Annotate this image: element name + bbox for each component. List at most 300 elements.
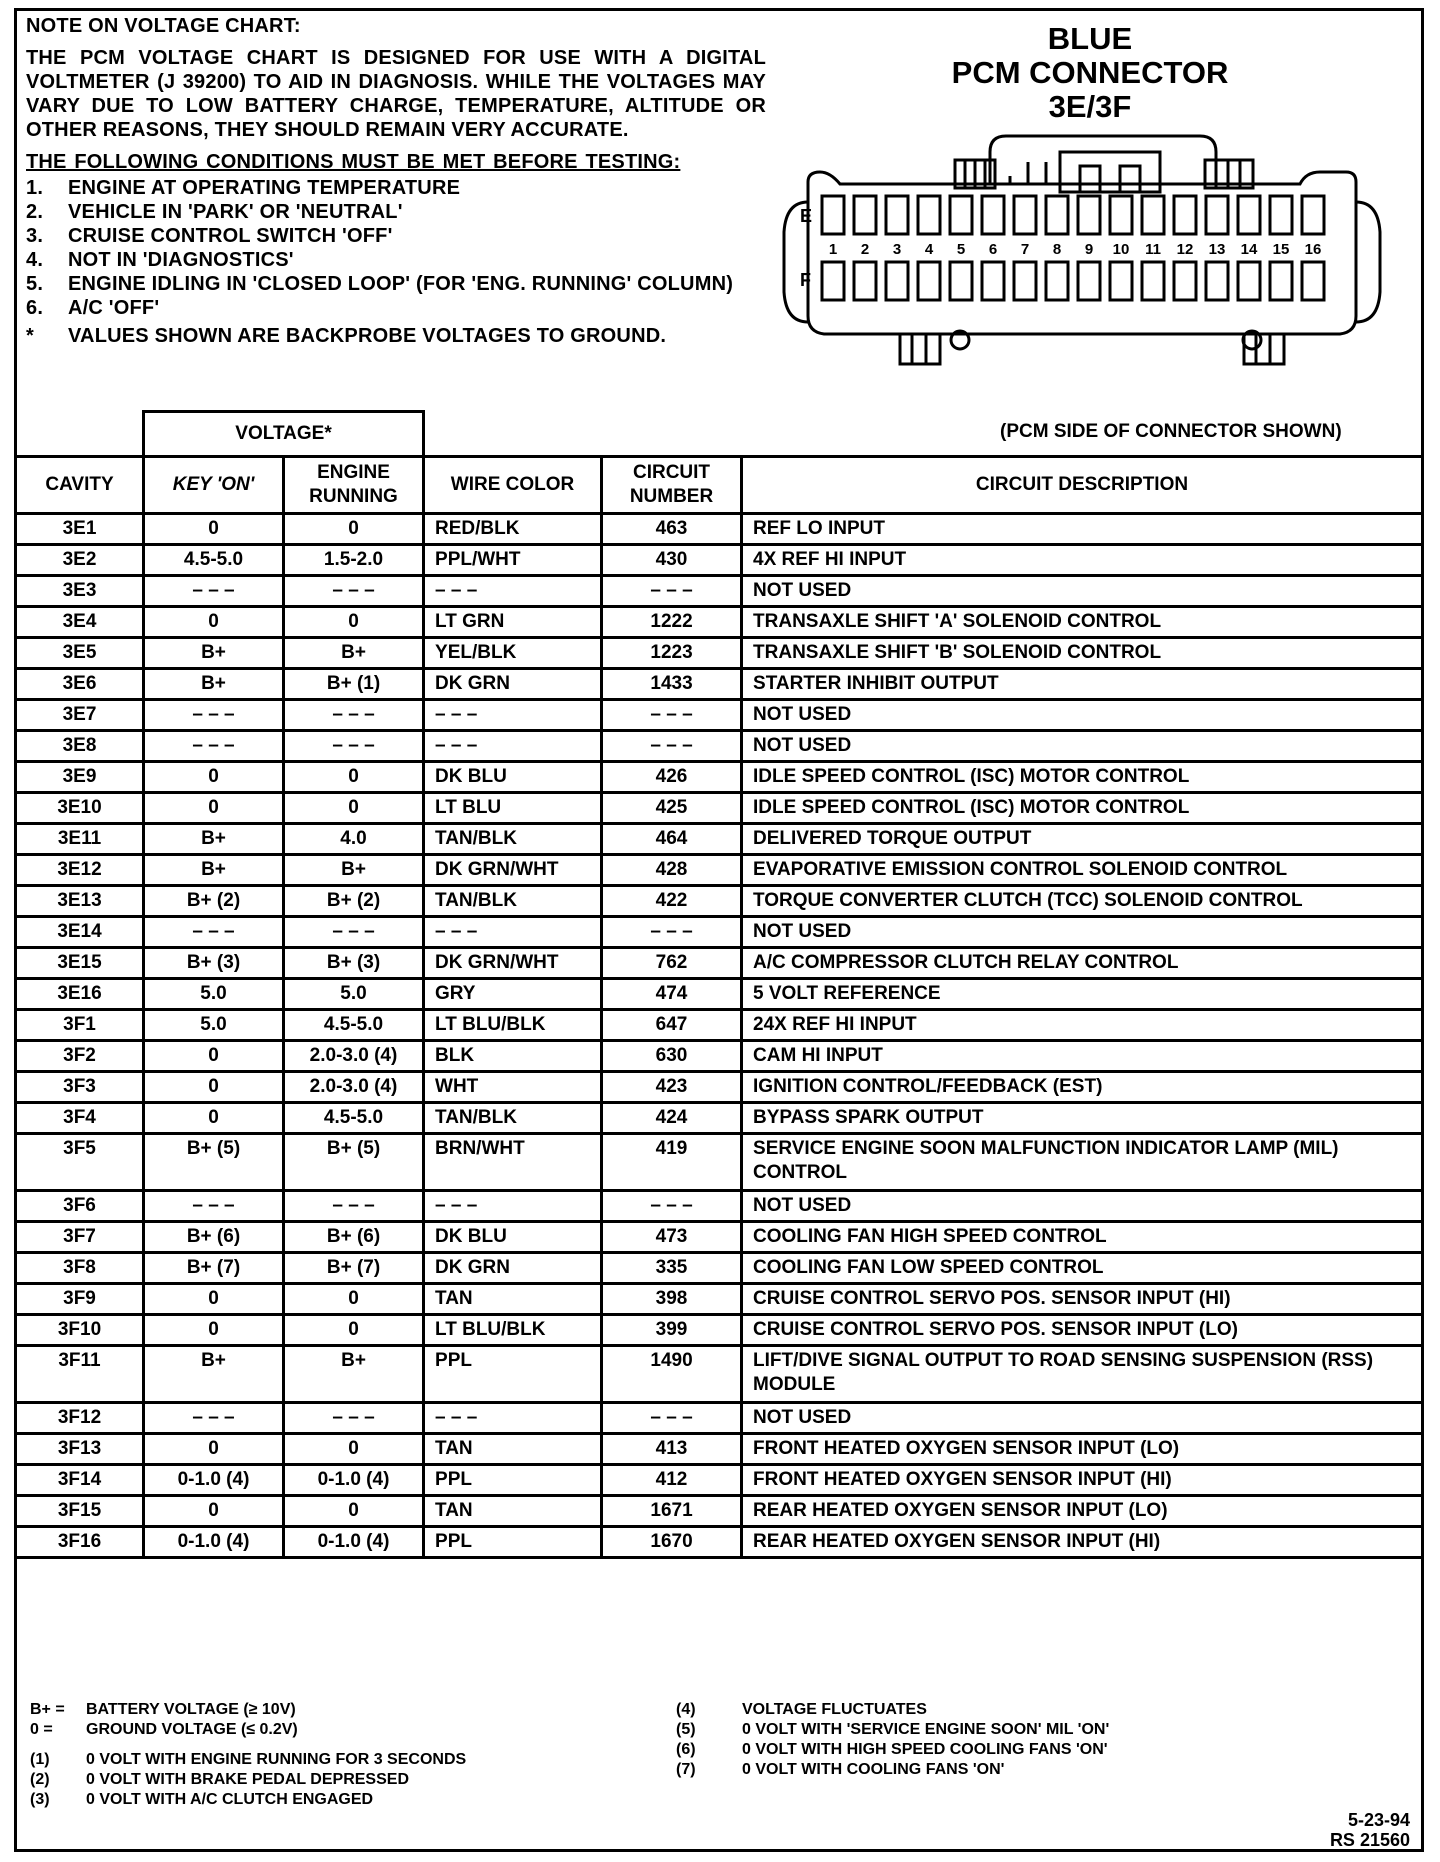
cell-circuit-number: 474 (602, 979, 742, 1010)
cell-circuit-description: FRONT HEATED OXYGEN SENSOR INPUT (LO) (742, 1434, 1423, 1465)
cell-circuit-number: 630 (602, 1041, 742, 1072)
condition-item (26, 296, 766, 320)
legend-key: (3) (30, 1791, 50, 1808)
table-row (16, 607, 1423, 638)
cell-engine-running: B+ (284, 1346, 424, 1403)
cell-engine-running: 0 (284, 762, 424, 793)
condition-text: VEHICLE IN 'PARK' OR 'NEUTRAL' (68, 201, 403, 223)
connector-name: PCM CONNECTOR (951, 55, 1229, 90)
cell-circuit-number: 1223 (602, 638, 742, 669)
cell-cavity: 3F15 (16, 1496, 144, 1527)
conditions-list (26, 176, 766, 348)
cavity-e-12 (1174, 196, 1196, 234)
table-row (16, 855, 1423, 886)
cell-cavity: 3E3 (16, 576, 144, 607)
cell-wire-color: DK GRN (424, 1253, 602, 1284)
cell-engine-running: 4.5-5.0 (284, 1103, 424, 1134)
row-f-label: F (800, 270, 811, 290)
cavity-number: 15 (1272, 241, 1290, 258)
cell-circuit-description: NOT USED (742, 700, 1423, 731)
cell-circuit-description: NOT USED (742, 1191, 1423, 1222)
cell-cavity: 3F16 (16, 1527, 144, 1558)
cell-key-on: – – – (144, 1403, 284, 1434)
cell-circuit-description: IGNITION CONTROL/FEEDBACK (EST) (742, 1072, 1423, 1103)
legend-key: (1) (30, 1751, 50, 1768)
table-row (16, 917, 1423, 948)
note-title: NOTE ON VOLTAGE CHART: (26, 15, 301, 37)
header-wire-color: WIRE COLOR (424, 457, 602, 514)
legend-text: 0 VOLT WITH COOLING FANS 'ON' (742, 1761, 1005, 1778)
cell-key-on: 0 (144, 1072, 284, 1103)
cell-cavity: 3E5 (16, 638, 144, 669)
cell-cavity: 3F11 (16, 1346, 144, 1403)
cell-circuit-description: CAM HI INPUT (742, 1041, 1423, 1072)
cell-engine-running: B+ (7) (284, 1253, 424, 1284)
cavity-number: 1 (828, 241, 838, 258)
cell-wire-color: – – – (424, 576, 602, 607)
cell-key-on: B+ (144, 855, 284, 886)
cell-key-on: 0 (144, 1103, 284, 1134)
cell-cavity: 3F2 (16, 1041, 144, 1072)
cell-circuit-number: – – – (602, 1191, 742, 1222)
cell-cavity: 3F1 (16, 1010, 144, 1041)
cavity-e-2 (854, 196, 876, 234)
cell-cavity: 3E10 (16, 793, 144, 824)
cell-engine-running: 2.0-3.0 (4) (284, 1072, 424, 1103)
cavity-numbers (829, 241, 1322, 258)
cell-wire-color: TAN (424, 1434, 602, 1465)
cavity-number: 8 (1052, 241, 1062, 258)
condition-item (26, 224, 766, 248)
cell-key-on: 5.0 (144, 1010, 284, 1041)
cell-engine-running: B+ (3) (284, 948, 424, 979)
cavity-e-8 (1046, 196, 1068, 234)
cavity-number: 7 (1020, 241, 1030, 258)
legend-key: B+ = (30, 1701, 65, 1718)
table-row (16, 700, 1423, 731)
cell-engine-running: – – – (284, 1403, 424, 1434)
cell-engine-running: 0 (284, 1496, 424, 1527)
cavity-number: 13 (1208, 241, 1226, 258)
cavity-number: 9 (1084, 241, 1094, 258)
cell-circuit-description: NOT USED (742, 917, 1423, 948)
table-row (16, 1072, 1423, 1103)
cavity-f-13 (1206, 262, 1228, 300)
cell-circuit-description: TRANSAXLE SHIFT 'A' SOLENOID CONTROL (742, 607, 1423, 638)
legend-item (30, 1790, 466, 1810)
cell-engine-running: 0 (284, 793, 424, 824)
voltage-group-header: VOLTAGE* (144, 412, 424, 457)
cell-engine-running: B+ (2) (284, 886, 424, 917)
cell-key-on: B+ (6) (144, 1222, 284, 1253)
cell-engine-running: B+ (284, 638, 424, 669)
condition-number: * (26, 325, 34, 347)
pcm-voltage-table (14, 410, 1424, 1559)
table-row (16, 1496, 1423, 1527)
cell-circuit-description: NOT USED (742, 576, 1423, 607)
cell-key-on: 0 (144, 1434, 284, 1465)
cell-circuit-number: 424 (602, 1103, 742, 1134)
cell-circuit-number: 422 (602, 886, 742, 917)
cell-circuit-number: – – – (602, 731, 742, 762)
header-cavity: CAVITY (16, 457, 144, 514)
cell-circuit-number: 426 (602, 762, 742, 793)
cell-cavity: 3E2 (16, 545, 144, 576)
cell-key-on: – – – (144, 917, 284, 948)
table-row (16, 886, 1423, 917)
table-row (16, 638, 1423, 669)
cell-circuit-number: 425 (602, 793, 742, 824)
table-row (16, 1253, 1423, 1284)
cell-wire-color: PPL (424, 1346, 602, 1403)
conditions-heading: THE FOLLOWING CONDITIONS MUST BE MET BEFORE TESTING: (26, 151, 681, 173)
legend-item (30, 1700, 466, 1720)
cell-wire-color: – – – (424, 1191, 602, 1222)
table-row (16, 731, 1423, 762)
cell-circuit-description: REAR HEATED OXYGEN SENSOR INPUT (HI) (742, 1527, 1423, 1558)
cell-wire-color: LT BLU/BLK (424, 1315, 602, 1346)
voltage-chart-note (26, 14, 766, 348)
cell-engine-running: 4.0 (284, 824, 424, 855)
cell-key-on: 4.5-5.0 (144, 545, 284, 576)
cavity-e-13 (1206, 196, 1228, 234)
cell-wire-color: TAN/BLK (424, 886, 602, 917)
cavity-number: 3 (892, 241, 902, 258)
cell-circuit-number: 473 (602, 1222, 742, 1253)
cell-cavity: 3E12 (16, 855, 144, 886)
cell-circuit-description: TORQUE CONVERTER CLUTCH (TCC) SOLENOID CONTROL (742, 886, 1423, 917)
cavity-e-4 (918, 196, 940, 234)
cell-circuit-description: TRANSAXLE SHIFT 'B' SOLENOID CONTROL (742, 638, 1423, 669)
legend-text: VOLTAGE FLUCTUATES (742, 1701, 927, 1718)
cell-engine-running: 5.0 (284, 979, 424, 1010)
cell-circuit-description: DELIVERED TORQUE OUTPUT (742, 824, 1423, 855)
condition-text: ENGINE AT OPERATING TEMPERATURE (68, 177, 461, 199)
cell-wire-color: LT BLU (424, 793, 602, 824)
cell-cavity: 3F5 (16, 1134, 144, 1191)
connector-caption: (PCM SIDE OF CONNECTOR SHOWN) (1000, 421, 1342, 442)
cavity-f-4 (918, 262, 940, 300)
table-row (16, 1527, 1423, 1558)
condition-text: CRUISE CONTROL SWITCH 'OFF' (68, 225, 393, 247)
cell-wire-color: DK GRN/WHT (424, 948, 602, 979)
cell-circuit-number: 762 (602, 948, 742, 979)
cell-cavity: 3E8 (16, 731, 144, 762)
cell-engine-running: 0-1.0 (4) (284, 1465, 424, 1496)
cell-circuit-description: SERVICE ENGINE SOON MALFUNCTION INDICATOR LAMP (MIL) CONTROL (742, 1134, 1423, 1191)
row-e-label: E (800, 206, 813, 226)
cavity-e-9 (1078, 196, 1100, 234)
table-row (16, 1222, 1423, 1253)
cell-circuit-number: – – – (602, 917, 742, 948)
cavity-e-3 (886, 196, 908, 234)
cell-circuit-number: 399 (602, 1315, 742, 1346)
cell-circuit-description: IDLE SPEED CONTROL (ISC) MOTOR CONTROL (742, 793, 1423, 824)
cavity-e-5 (950, 196, 972, 234)
cell-wire-color: LT GRN (424, 607, 602, 638)
cell-circuit-number: 1670 (602, 1527, 742, 1558)
cell-wire-color: PPL (424, 1527, 602, 1558)
legend-text: 0 VOLT WITH HIGH SPEED COOLING FANS 'ON' (742, 1741, 1108, 1758)
cavity-f-14 (1238, 262, 1260, 300)
table-row (16, 514, 1423, 545)
cavity-number: 2 (860, 241, 870, 258)
table-row (16, 793, 1423, 824)
condition-number: 1. (26, 177, 44, 199)
table-row (16, 545, 1423, 576)
header-circuit-number: CIRCUIT NUMBER (602, 457, 742, 514)
cell-key-on: – – – (144, 700, 284, 731)
cavity-f-10 (1110, 262, 1132, 300)
cavity-f-2 (854, 262, 876, 300)
cell-cavity: 3E9 (16, 762, 144, 793)
cell-wire-color: BRN/WHT (424, 1134, 602, 1191)
table-row (16, 576, 1423, 607)
cell-key-on: 0 (144, 793, 284, 824)
cell-circuit-number: 335 (602, 1253, 742, 1284)
cell-key-on: B+ (5) (144, 1134, 284, 1191)
table-row (16, 669, 1423, 700)
cell-engine-running: – – – (284, 576, 424, 607)
cell-cavity: 3E7 (16, 700, 144, 731)
cell-circuit-number: 1671 (602, 1496, 742, 1527)
table-body (16, 514, 1423, 1558)
cell-cavity: 3F6 (16, 1191, 144, 1222)
condition-number: 2. (26, 201, 44, 223)
header-engine-running: ENGINE RUNNING (284, 457, 424, 514)
cell-circuit-description: A/C COMPRESSOR CLUTCH RELAY CONTROL (742, 948, 1423, 979)
cell-key-on: 0 (144, 1041, 284, 1072)
cell-circuit-number: – – – (602, 576, 742, 607)
cell-circuit-description: REAR HEATED OXYGEN SENSOR INPUT (LO) (742, 1496, 1423, 1527)
legend-item (30, 1720, 466, 1740)
cell-circuit-number: 428 (602, 855, 742, 886)
cell-circuit-description: EVAPORATIVE EMISSION CONTROL SOLENOID CONTROL (742, 855, 1423, 886)
cavity-e-11 (1142, 196, 1164, 234)
table-row (16, 1284, 1423, 1315)
cell-circuit-description: LIFT/DIVE SIGNAL OUTPUT TO ROAD SENSING SUSPENSION (RSS) MODULE (742, 1346, 1423, 1403)
cell-circuit-description: STARTER INHIBIT OUTPUT (742, 669, 1423, 700)
cell-cavity: 3F3 (16, 1072, 144, 1103)
cavity-f-9 (1078, 262, 1100, 300)
cell-circuit-description: COOLING FAN LOW SPEED CONTROL (742, 1253, 1423, 1284)
cavity-number: 12 (1176, 241, 1194, 258)
cell-circuit-description: BYPASS SPARK OUTPUT (742, 1103, 1423, 1134)
cell-engine-running: B+ (5) (284, 1134, 424, 1191)
cell-circuit-number: 647 (602, 1010, 742, 1041)
cell-circuit-description: IDLE SPEED CONTROL (ISC) MOTOR CONTROL (742, 762, 1423, 793)
cell-cavity: 3E16 (16, 979, 144, 1010)
cell-circuit-number: 1433 (602, 669, 742, 700)
cell-circuit-number: – – – (602, 1403, 742, 1434)
cell-key-on: B+ (144, 824, 284, 855)
cavity-f-15 (1270, 262, 1292, 300)
cell-wire-color: TAN/BLK (424, 824, 602, 855)
cell-cavity: 3F8 (16, 1253, 144, 1284)
cavity-e-15 (1270, 196, 1292, 234)
blank-cell (16, 412, 144, 457)
cell-wire-color: BLK (424, 1041, 602, 1072)
condition-item (26, 248, 766, 272)
cell-cavity: 3E1 (16, 514, 144, 545)
cell-key-on: 0 (144, 762, 284, 793)
cell-cavity: 3F12 (16, 1403, 144, 1434)
cell-key-on: – – – (144, 576, 284, 607)
cell-key-on: 0 (144, 1315, 284, 1346)
cell-key-on: B+ (2) (144, 886, 284, 917)
cavity-number: 14 (1240, 241, 1258, 258)
cell-circuit-number: 430 (602, 545, 742, 576)
cell-circuit-number: 398 (602, 1284, 742, 1315)
cell-key-on: B+ (144, 669, 284, 700)
cell-key-on: B+ (7) (144, 1253, 284, 1284)
cell-cavity: 3F13 (16, 1434, 144, 1465)
cell-wire-color: LT BLU/BLK (424, 1010, 602, 1041)
header-circuit-description: CIRCUIT DESCRIPTION (742, 457, 1423, 514)
legend-key: (2) (30, 1771, 50, 1788)
connector-color: BLUE (1047, 21, 1133, 56)
legend-text: BATTERY VOLTAGE (≥ 10V) (86, 1701, 296, 1718)
connector-id: 3E/3F (1048, 89, 1132, 124)
cell-key-on: B+ (144, 638, 284, 669)
cavity-f-6 (982, 262, 1004, 300)
legend-item (676, 1760, 1109, 1780)
cell-wire-color: DK GRN (424, 669, 602, 700)
cavity-number: 4 (924, 241, 934, 258)
cavity-e-6 (982, 196, 1004, 234)
cell-cavity: 3F4 (16, 1103, 144, 1134)
cavity-f-3 (886, 262, 908, 300)
cavity-number: 6 (988, 241, 998, 258)
legend-right (676, 1700, 1109, 1780)
document-id (1330, 1810, 1410, 1850)
cell-cavity: 3E6 (16, 669, 144, 700)
cell-wire-color: – – – (424, 700, 602, 731)
cell-key-on: 0-1.0 (4) (144, 1527, 284, 1558)
table-row (16, 1403, 1423, 1434)
cavity-f-12 (1174, 262, 1196, 300)
cell-engine-running: 0 (284, 514, 424, 545)
cell-engine-running: B+ (6) (284, 1222, 424, 1253)
legend-item (676, 1700, 1109, 1720)
cell-wire-color: – – – (424, 731, 602, 762)
cell-wire-color: PPL/WHT (424, 545, 602, 576)
blank-cell (424, 412, 1423, 457)
row-f-cavities (822, 262, 1324, 300)
cell-circuit-number: 412 (602, 1465, 742, 1496)
legend-key: 0 = (30, 1721, 53, 1738)
legend-left (30, 1700, 466, 1810)
note-paragraph: THE PCM VOLTAGE CHART IS DESIGNED FOR USE WITH A DIGITAL VOLTMETER (J 39200) TO AID IN DIAGNOSIS. WHILE THE VOLTAGES MAY VARY DUE TO LOW BATTERY CHARGE, TEMPERATURE, ALTITUDE OR OTHER REASONS, THEY SHOULD REMAIN VERY ACCURATE. (26, 47, 766, 141)
cell-key-on: 0 (144, 514, 284, 545)
table-row (16, 1465, 1423, 1496)
legend-key: (5) (676, 1721, 696, 1738)
cell-circuit-description: 24X REF HI INPUT (742, 1010, 1423, 1041)
cell-circuit-number: 413 (602, 1434, 742, 1465)
condition-item (26, 176, 766, 200)
cell-cavity: 3E11 (16, 824, 144, 855)
table-row (16, 1315, 1423, 1346)
cell-engine-running: 0 (284, 1434, 424, 1465)
legend-item (676, 1740, 1109, 1760)
cell-wire-color: WHT (424, 1072, 602, 1103)
cell-circuit-number: – – – (602, 700, 742, 731)
cell-engine-running: – – – (284, 700, 424, 731)
document-date: 5-23-94 (1347, 1810, 1410, 1830)
connector-title (920, 22, 1260, 124)
cell-engine-running: – – – (284, 917, 424, 948)
cell-cavity: 3E14 (16, 917, 144, 948)
document-ref: RS 21560 (1329, 1830, 1410, 1850)
cell-wire-color: PPL (424, 1465, 602, 1496)
cell-circuit-description: REF LO INPUT (742, 514, 1423, 545)
cell-circuit-description: FRONT HEATED OXYGEN SENSOR INPUT (HI) (742, 1465, 1423, 1496)
cell-engine-running: 0 (284, 1315, 424, 1346)
cell-circuit-description: CRUISE CONTROL SERVO POS. SENSOR INPUT (LO) (742, 1315, 1423, 1346)
cell-key-on: B+ (3) (144, 948, 284, 979)
cell-engine-running: 0 (284, 1284, 424, 1315)
cavity-f-7 (1014, 262, 1036, 300)
cell-key-on: – – – (144, 731, 284, 762)
cell-wire-color: DK GRN/WHT (424, 855, 602, 886)
pcm-connector-diagram (780, 122, 1400, 422)
cell-key-on: B+ (144, 1346, 284, 1403)
cell-cavity: 3E4 (16, 607, 144, 638)
table-row (16, 948, 1423, 979)
cell-key-on: 0 (144, 1284, 284, 1315)
table-row (16, 1191, 1423, 1222)
cell-engine-running: 1.5-2.0 (284, 545, 424, 576)
cavity-f-1 (822, 262, 844, 300)
cell-circuit-description: NOT USED (742, 1403, 1423, 1434)
cell-circuit-number: 423 (602, 1072, 742, 1103)
cell-cavity: 3E13 (16, 886, 144, 917)
cell-wire-color: – – – (424, 917, 602, 948)
cell-wire-color: DK BLU (424, 762, 602, 793)
cell-engine-running: – – – (284, 731, 424, 762)
cell-cavity: 3F14 (16, 1465, 144, 1496)
legend-key: (6) (676, 1741, 696, 1758)
table-row (16, 762, 1423, 793)
condition-text: ENGINE IDLING IN 'CLOSED LOOP' (FOR 'ENG. RUNNING' COLUMN) (68, 273, 734, 295)
cavity-e-7 (1014, 196, 1036, 234)
condition-number: 5. (26, 273, 44, 295)
table-row (16, 824, 1423, 855)
cell-engine-running: 4.5-5.0 (284, 1010, 424, 1041)
cavity-f-16 (1302, 262, 1324, 300)
row-e-cavities (822, 196, 1324, 234)
cavity-number: 11 (1145, 241, 1161, 258)
cell-wire-color: RED/BLK (424, 514, 602, 545)
cavity-f-5 (950, 262, 972, 300)
condition-text: VALUES SHOWN ARE BACKPROBE VOLTAGES TO GROUND. (68, 325, 667, 347)
cell-cavity: 3F10 (16, 1315, 144, 1346)
cell-wire-color: YEL/BLK (424, 638, 602, 669)
header-key-on: KEY 'ON' (144, 457, 284, 514)
legend-text: 0 VOLT WITH A/C CLUTCH ENGAGED (86, 1791, 374, 1808)
table-row (16, 1010, 1423, 1041)
condition-item (26, 324, 766, 348)
table-row (16, 1346, 1423, 1403)
cavity-e-1 (822, 196, 844, 234)
cell-wire-color: DK BLU (424, 1222, 602, 1253)
legend-item (30, 1750, 466, 1770)
cell-key-on: 0 (144, 1496, 284, 1527)
condition-item (26, 272, 766, 296)
cell-cavity: 3F7 (16, 1222, 144, 1253)
cavity-f-8 (1046, 262, 1068, 300)
cell-engine-running: B+ (284, 855, 424, 886)
